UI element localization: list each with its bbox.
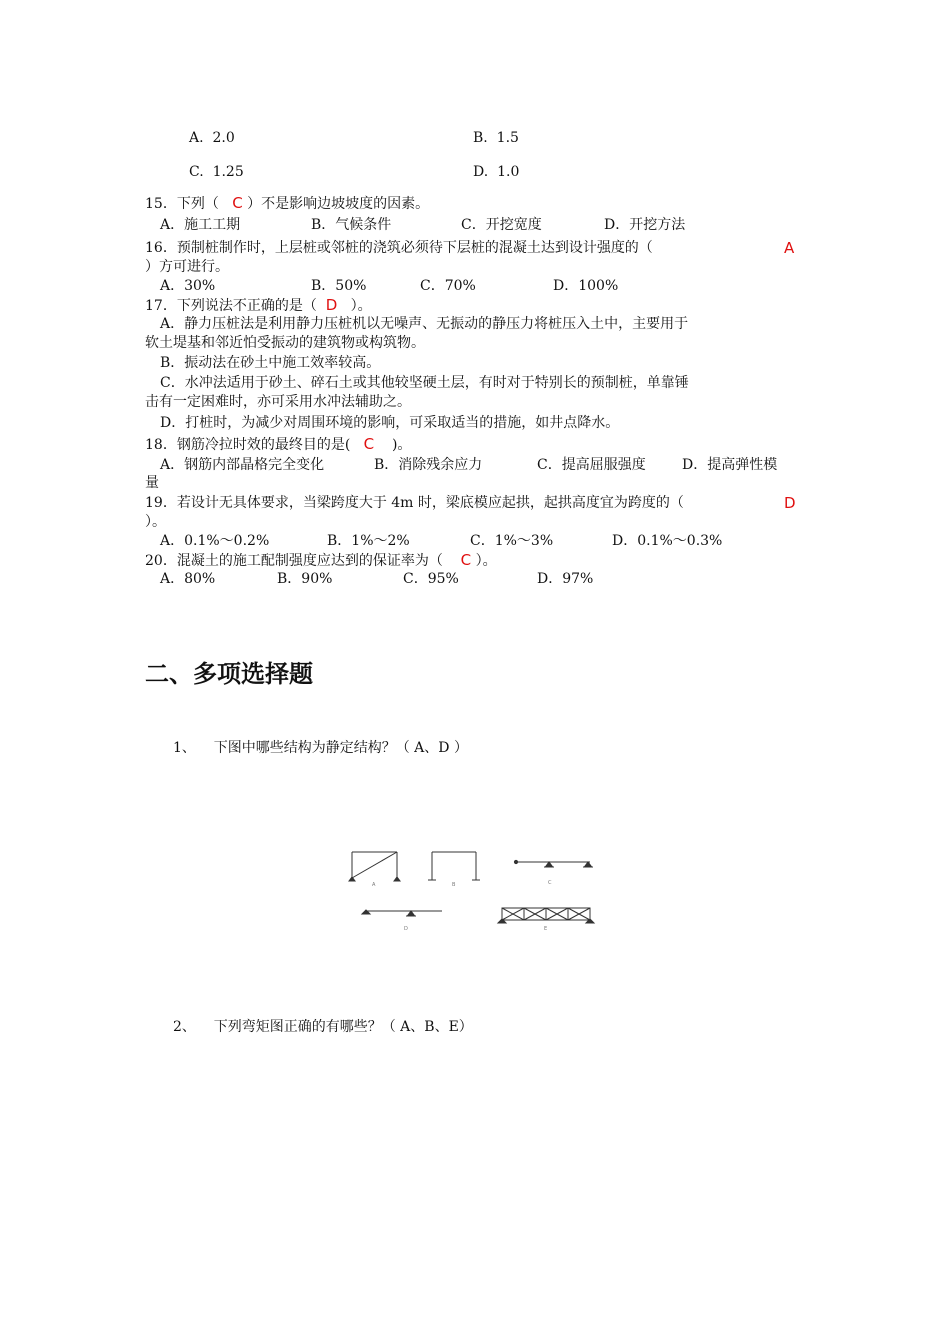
q15-opt-d: D．开挖方法 bbox=[604, 217, 686, 233]
label-b: B bbox=[452, 882, 456, 888]
option-c-prev: C. 1.25 bbox=[189, 164, 244, 180]
question-16: 16．预制桩制作时，上层桩或邻桩的浇筑必须待下层桩的混凝土达到设计强度的（ bbox=[145, 240, 653, 256]
q17-opt-c-line2: 击有一定困难时，亦可采用水冲法辅助之。 bbox=[145, 394, 411, 410]
q15-opt-b: B．气候条件 bbox=[311, 217, 392, 233]
question-15: 15．下列（ C ）不是影响边坡坡度的因素。 bbox=[145, 194, 430, 212]
multi-q2: 2、 下列弯矩图正确的有哪些？（ A、B、E） bbox=[173, 1019, 473, 1035]
answer-15: C bbox=[232, 194, 243, 212]
q15-opt-a: A．施工工期 bbox=[160, 217, 241, 233]
structure-b bbox=[428, 852, 480, 880]
q16-opt-b: B．50% bbox=[311, 278, 367, 294]
q20-opt-d: D．97% bbox=[537, 571, 594, 587]
section-2-title: 二、多项选择题 bbox=[145, 660, 313, 688]
question-19: 19．若设计无具体要求，当梁跨度大于 4m 时，梁底模应起拱，起拱高度宜为跨度的（ bbox=[145, 495, 684, 511]
q19-opt-c: C．1%～3% bbox=[470, 533, 554, 549]
q17-opt-a-line2: 软土堤基和邻近怕受振动的建筑物或构筑物。 bbox=[145, 335, 425, 351]
question-17: 17．下列说法不正确的是（ D ）。 bbox=[145, 296, 372, 314]
q16-opt-c: C．70% bbox=[420, 278, 476, 294]
label-d: D bbox=[404, 926, 408, 932]
option-b-prev: B. 1.5 bbox=[473, 130, 519, 146]
label-e: E bbox=[544, 926, 548, 932]
answer-17: D bbox=[325, 296, 338, 314]
question-20: 20．混凝土的施工配制强度应达到的保证率为（ C ）。 bbox=[145, 551, 497, 569]
q18-opt-a: A．钢筋内部晶格完全变化 bbox=[160, 457, 325, 473]
structure-figure bbox=[340, 840, 610, 940]
q18-opt-d: D．提高弹性模 bbox=[682, 457, 778, 473]
q17-opt-c-line1: C．水冲法适用于砂土、碎石土或其他较坚硬土层，有时对于特别长的预制桩，单靠锤 bbox=[160, 375, 689, 391]
answer-18: C bbox=[363, 435, 375, 453]
option-a-prev: A. 2.0 bbox=[189, 130, 235, 146]
structure-a bbox=[349, 852, 400, 881]
q20-opt-c: C．95% bbox=[403, 571, 459, 587]
answer-20: C bbox=[460, 551, 472, 569]
label-a: A bbox=[372, 882, 376, 888]
answer-19: D bbox=[784, 494, 796, 512]
label-c: C bbox=[548, 880, 552, 886]
q18-opt-c: C．提高屈服强度 bbox=[537, 457, 646, 473]
q18-opt-b: B．消除残余应力 bbox=[374, 457, 483, 473]
q17-opt-a-line1: A．静力压桩法是利用静力压桩机以无噪声、无振动的静压力将桩压入土中，主要用于 bbox=[160, 316, 689, 332]
answer-16: A bbox=[784, 239, 795, 257]
q15-opt-c: C．开挖宽度 bbox=[461, 217, 542, 233]
q19-opt-d: D．0.1%～0.3% bbox=[612, 533, 723, 549]
q16-opt-d: D．100% bbox=[553, 278, 619, 294]
question-18: 18．钢筋冷拉时效的最终目的是( C )。 bbox=[145, 435, 412, 453]
q18-cont: 量 bbox=[145, 475, 159, 491]
q17-opt-b: B．振动法在砂土中施工效率较高。 bbox=[160, 355, 381, 371]
q19-opt-a: A．0.1%～0.2% bbox=[160, 533, 270, 549]
q19-cont: ）。 bbox=[145, 514, 166, 530]
multi-q1: 1、 下图中哪些结构为静定结构？（ A、D ） bbox=[173, 740, 468, 756]
q16-cont: ）方可进行。 bbox=[145, 259, 229, 275]
q16-opt-a: A．30% bbox=[160, 278, 216, 294]
structure-d bbox=[362, 910, 442, 916]
structure-e bbox=[498, 908, 594, 923]
q20-opt-a: A．80% bbox=[160, 571, 216, 587]
option-d-prev: D. 1.0 bbox=[473, 164, 520, 180]
q17-opt-d: D．打桩时，为减少对周围环境的影响，可采取适当的措施，如井点降水。 bbox=[160, 415, 620, 431]
structure-c bbox=[514, 860, 593, 867]
q19-opt-b: B．1%～2% bbox=[327, 533, 410, 549]
q20-opt-b: B．90% bbox=[277, 571, 333, 587]
